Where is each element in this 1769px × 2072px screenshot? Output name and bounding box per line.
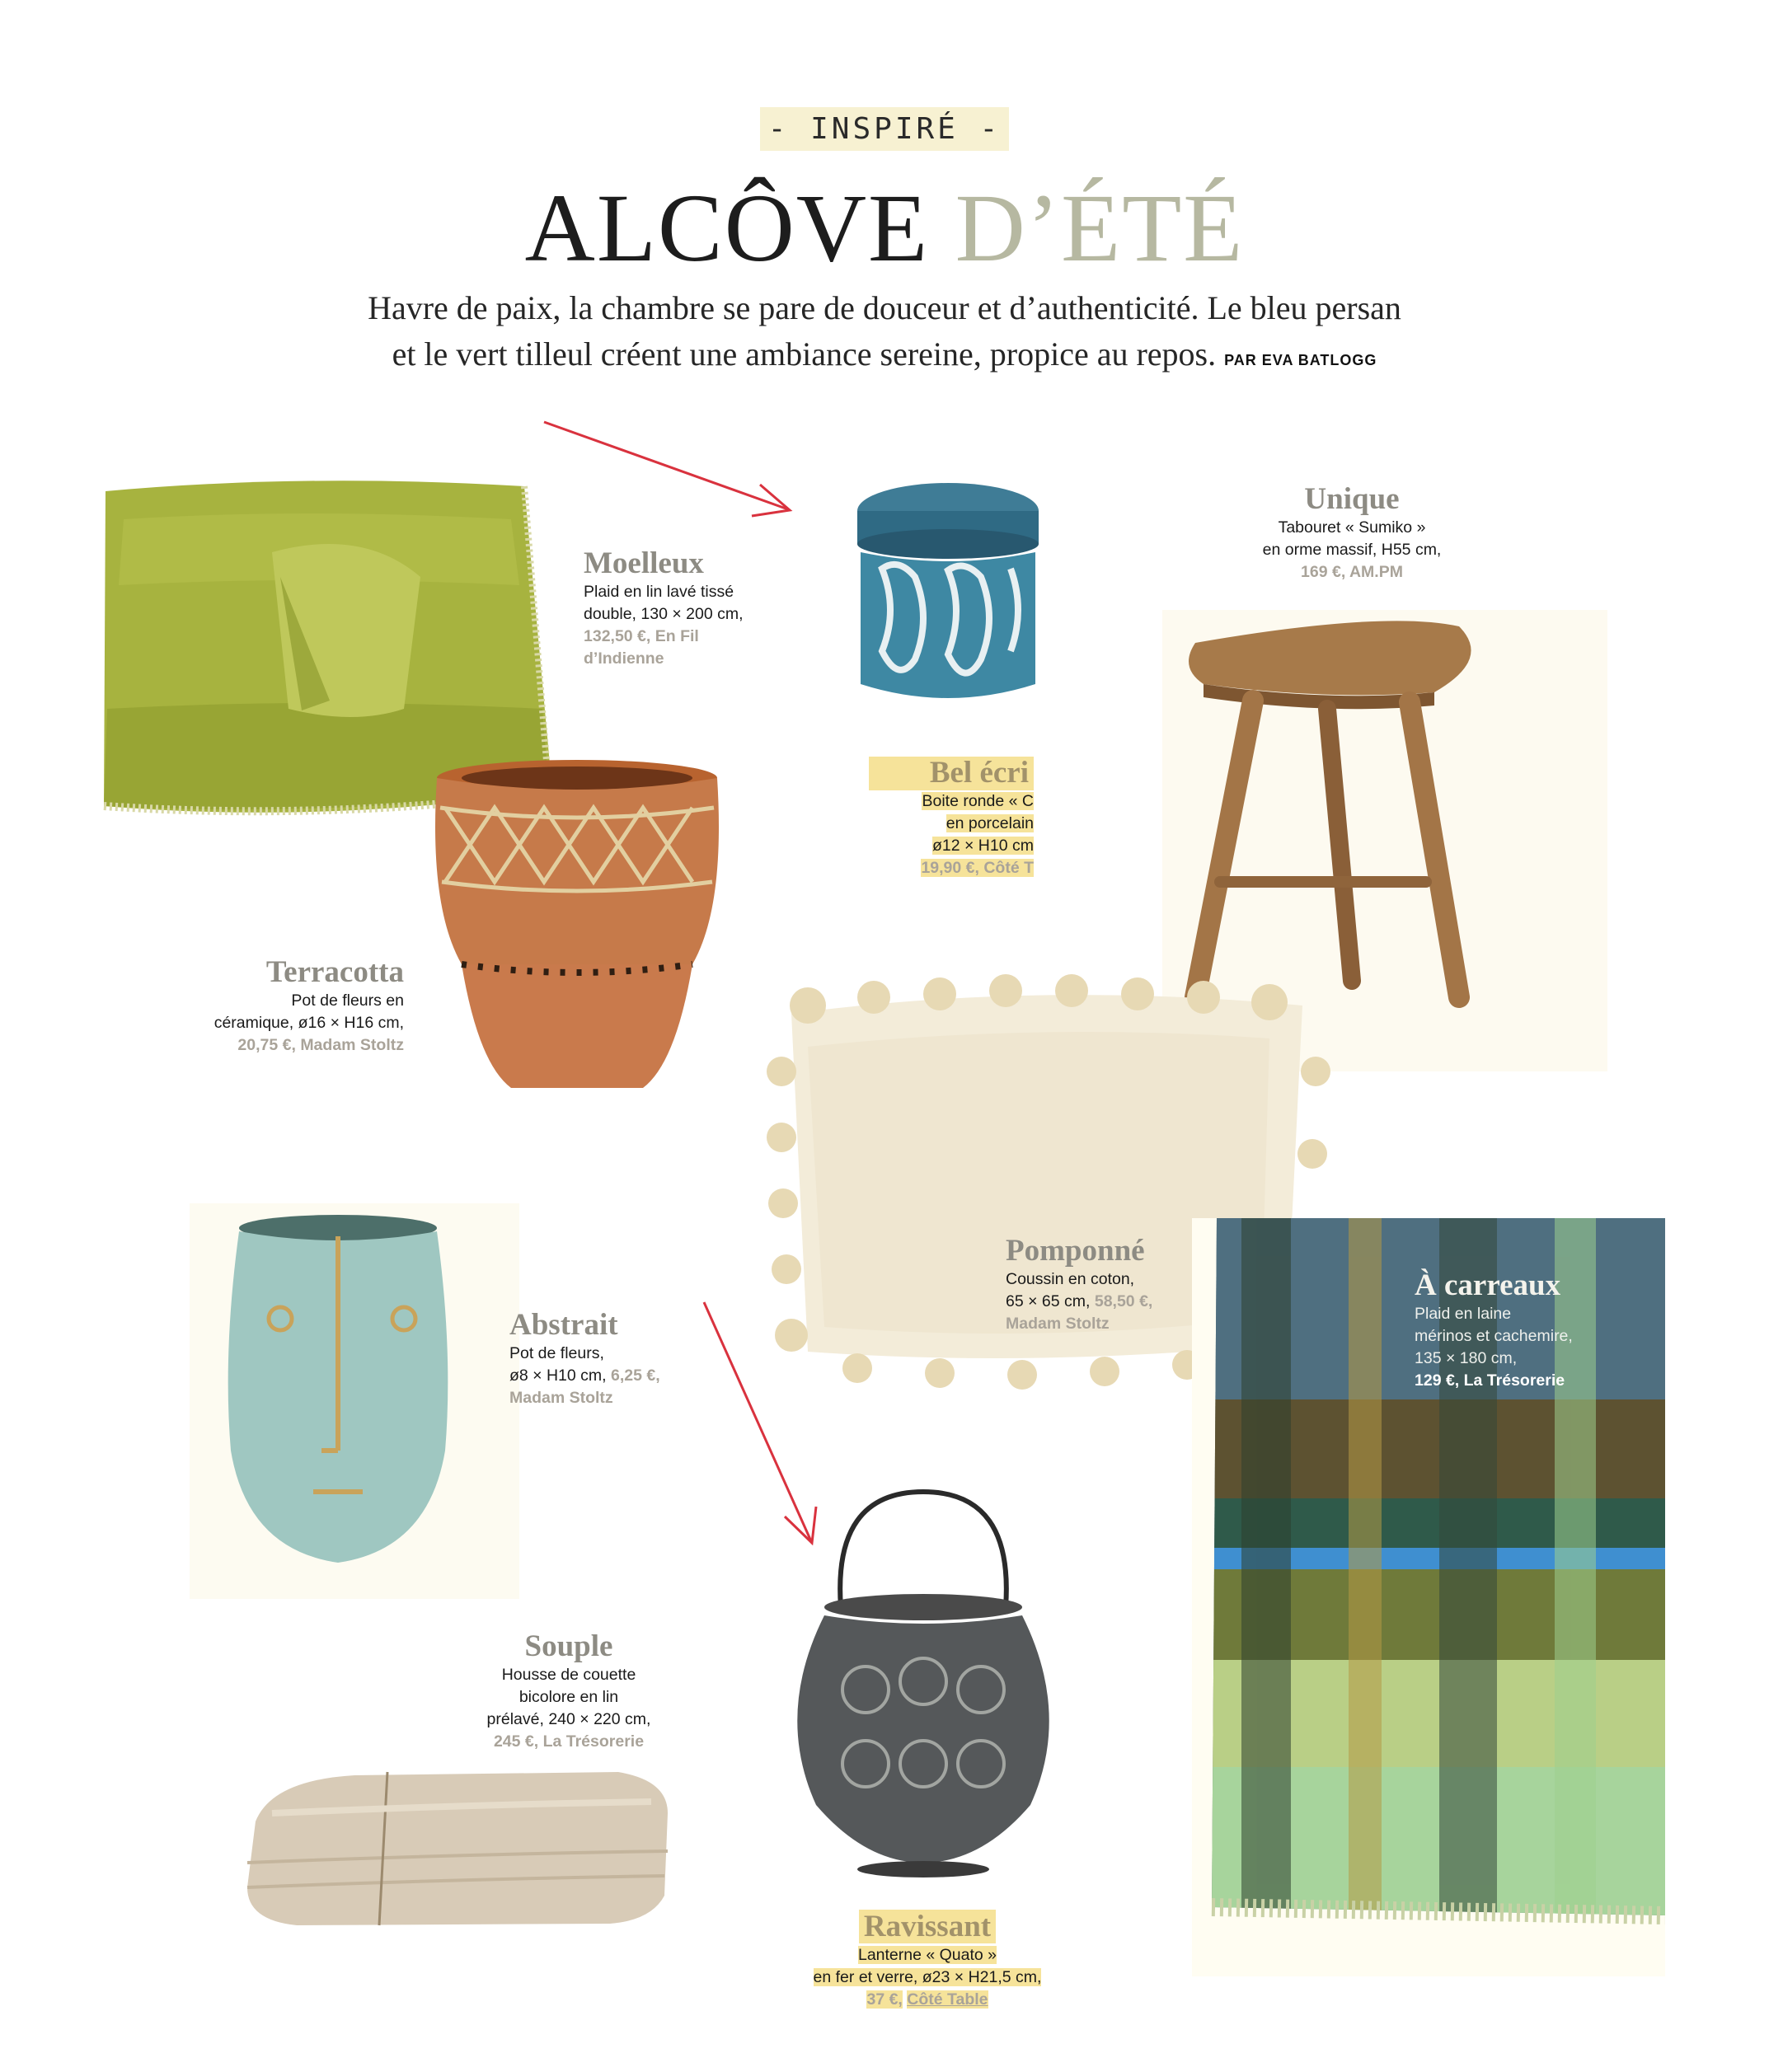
product-bel-ecrin <box>869 757 1034 879</box>
product-name: Bel écri <box>869 757 1034 790</box>
product-pomponne <box>1006 1235 1220 1335</box>
blue-porcelain-box-image <box>849 478 1047 725</box>
product-shop: Madam Stoltz <box>509 1388 613 1407</box>
product-price: 129 €, La Trésorerie <box>1415 1371 1565 1390</box>
product-name: Terracotta <box>265 955 404 989</box>
product-name: Pomponné <box>1006 1234 1145 1268</box>
intro-paragraph <box>247 285 1522 383</box>
folded-duvet-image <box>223 1756 684 1937</box>
product-abstrait <box>509 1309 757 1409</box>
product-price: 6,25 €, <box>611 1366 660 1385</box>
product-price: 37 €, <box>866 1990 903 2009</box>
red-arrow-top <box>528 412 808 527</box>
product-moelleux <box>584 547 831 670</box>
intro-line-1: Havre de paix, la chambre se pare de douceur et d’authenticité. Le bleu persan <box>368 289 1401 326</box>
product-unique <box>1204 483 1500 584</box>
product-name: Ravissant <box>859 1910 996 1943</box>
product-description: Coussin en coton, 65 × 65 cm, 58,50 €, Madam Stoltz <box>1006 1268 1220 1335</box>
product-name: Souple <box>524 1629 613 1663</box>
product-name: À carreaux <box>1415 1268 1561 1302</box>
page-title <box>0 174 1769 282</box>
section-kicker: - INSPIRÉ - <box>0 112 1769 146</box>
product-shop: d’Indienne <box>584 649 664 668</box>
title-part-1: ALCÔVE <box>524 174 930 282</box>
product-shop: Côté Table <box>907 1990 988 2009</box>
product-ravissant <box>767 1910 1088 2011</box>
product-name: Abstrait <box>509 1308 618 1342</box>
product-name: Moelleux <box>584 546 704 580</box>
product-description: Lanterne « Quato » en fer et verre, ø23 × H21,5 cm, 37 €, Côté Table <box>813 1945 1042 2009</box>
terracotta-pot-image <box>412 758 742 1104</box>
face-vase-image <box>190 1203 519 1599</box>
byline: PAR EVA BATLOGG <box>1224 352 1377 368</box>
product-price: 58,50 €, <box>1094 1291 1153 1310</box>
intro-line-2: et le vert tilleul créent une ambiance sereine, propice au repos. <box>392 335 1217 373</box>
product-price: 19,90 €, Côté T <box>921 858 1034 877</box>
product-price: 132,50 €, En Fil <box>584 626 699 645</box>
product-description: Pot de fleurs, ø8 × H10 cm, 6,25 €, Madam Stoltz <box>509 1343 757 1409</box>
product-description: Plaid en lin lavé tissé double, 130 × 200 cm, 132,50 €, En Fil d’Indienne <box>584 581 831 670</box>
product-a-carreaux <box>1415 1269 1654 1392</box>
product-description: Pot de fleurs en céramique, ø16 × H16 cm, 20,75 €, Madam Stoltz <box>124 990 404 1057</box>
product-description: Housse de couette bicolore en lin prélavé, 240 × 220 cm, 245 €, La Trésorerie <box>445 1664 692 1753</box>
product-price: 245 €, La Trésorerie <box>493 1732 645 1751</box>
product-description: Tabouret « Sumiko » en orme massif, H55 cm, 169 €, AM.PM <box>1204 517 1500 584</box>
product-price: 20,75 €, Madam Stoltz <box>237 1035 404 1054</box>
product-description: Boite ronde « C en porcelain ø12 × H10 cm 19,90 €, Côté T <box>921 791 1034 877</box>
product-terracotta <box>124 956 404 1057</box>
iron-lantern-image <box>775 1475 1072 1904</box>
product-price: 169 €, AM.PM <box>1301 562 1403 581</box>
product-shop: Madam Stoltz <box>1006 1314 1110 1333</box>
product-description: Plaid en laine mérinos et cachemire, 135 × 180 cm, 129 €, La Trésorerie <box>1415 1303 1654 1392</box>
product-souple <box>445 1630 692 1753</box>
product-name: Unique <box>1304 482 1400 516</box>
title-part-2: D’ÉTÉ <box>955 174 1245 282</box>
